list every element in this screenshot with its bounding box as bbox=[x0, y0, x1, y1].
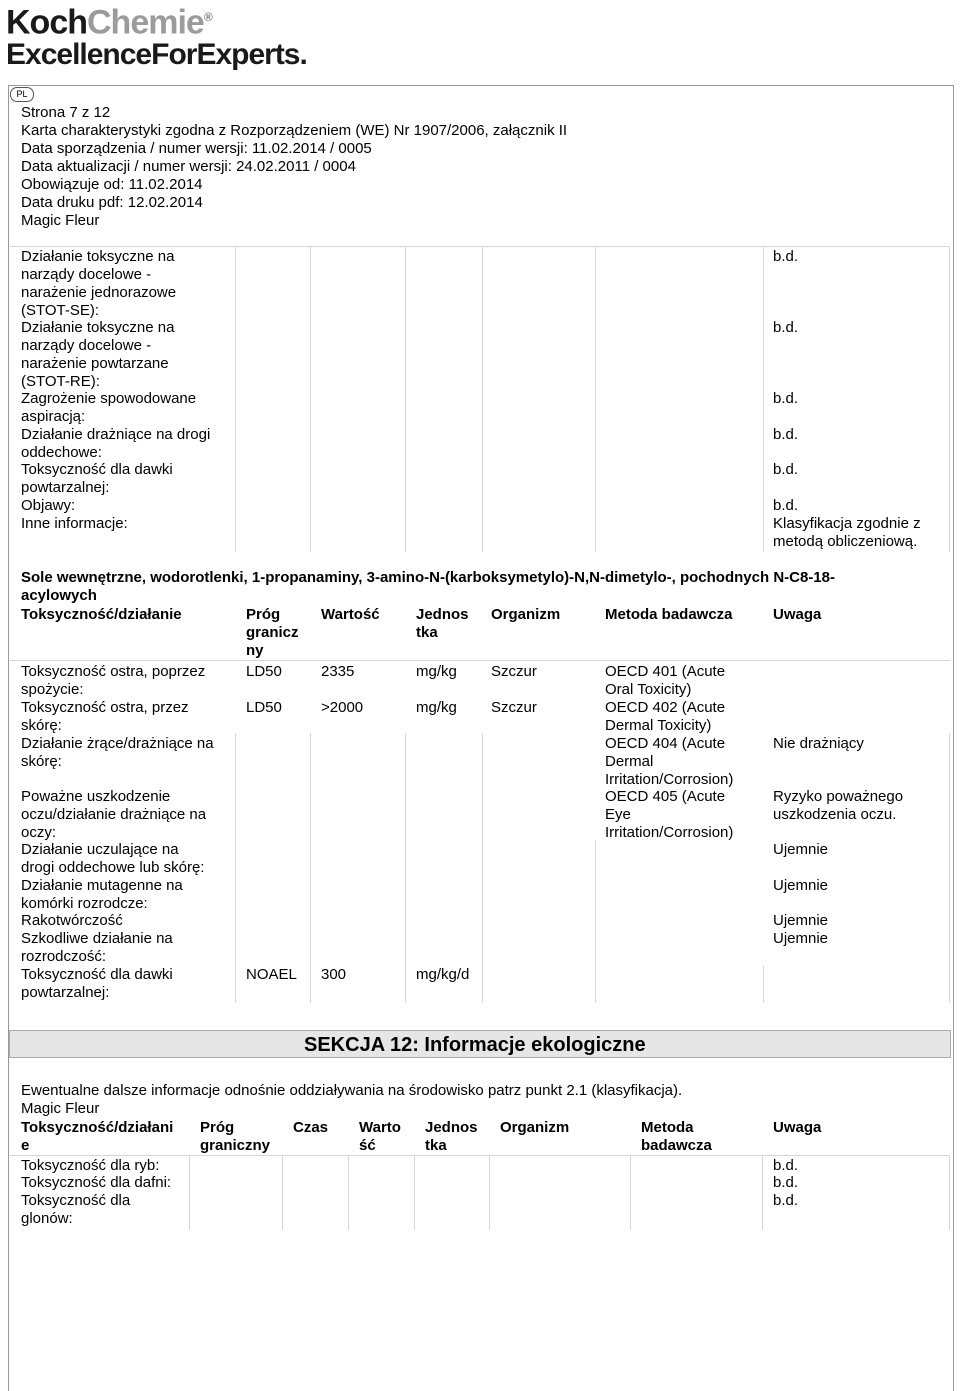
eco-col-header-unit: Jednos tka bbox=[425, 1119, 478, 1154]
col-header-note: Uwaga bbox=[773, 606, 822, 623]
created-date: Data sporządzenia / numer wersji: 11.02.2014 / 0005 bbox=[21, 140, 372, 157]
table2-row-note: Ryzyko poważnego uszkodzenia oczu. bbox=[773, 788, 904, 823]
table1-row-value: b.d. bbox=[773, 426, 799, 443]
table2-row-label: Szkodliwe działanie na rozrodczość: bbox=[21, 930, 173, 965]
table1-row-value: b.d. bbox=[773, 461, 799, 478]
table2-row-note: Ujemnie bbox=[773, 930, 829, 947]
eco-col-header-method: Metoda badawcza bbox=[641, 1119, 712, 1154]
table2-row-unit: mg/kg bbox=[416, 699, 457, 716]
table2-row-label: Działanie uczulające na drogi oddechowe lub skórę: bbox=[21, 841, 205, 876]
table1-row-value: b.d. bbox=[773, 248, 799, 265]
table1-row-label: Objawy: bbox=[21, 497, 76, 514]
table2-row-label: Toksyczność dla dawki powtarzalnej: bbox=[21, 966, 173, 1001]
valid-from: Obowiązuje od: 11.02.2014 bbox=[21, 176, 203, 193]
col-header-toxicity: Toksyczność/działanie bbox=[21, 606, 182, 623]
table2-row-label: Toksyczność ostra, przez skórę: bbox=[21, 699, 189, 734]
table1-row-label: Działanie drażniące na drogi oddechowe: bbox=[21, 426, 211, 461]
ecology-note: Ewentualne dalsze informacje odnośnie oddziaływania na środowisko patrz punkt 2.1 (klasyfikacja). bbox=[21, 1082, 683, 1099]
page-number: Strona 7 z 12 bbox=[21, 104, 111, 121]
table1-row-value: Klasyfikacja zgodnie z metodą obliczeniową. bbox=[773, 515, 921, 550]
eco-col-header-time: Czas bbox=[293, 1119, 329, 1136]
product-name: Magic Fleur bbox=[21, 212, 100, 229]
table2-row-note: Ujemnie bbox=[773, 841, 829, 858]
table2-row-note: Ujemnie bbox=[773, 877, 829, 894]
eco-row-note: b.d. bbox=[773, 1192, 799, 1209]
logo-registered-mark: ® bbox=[203, 10, 212, 24]
eco-row-label: Toksyczność dla dafni: bbox=[21, 1174, 172, 1191]
ecology-product-name: Magic Fleur bbox=[21, 1100, 100, 1117]
table2-row-method: OECD 404 (Acute Dermal Irritation/Corrosion) bbox=[605, 735, 734, 788]
table2-row-note: Nie drażniący bbox=[773, 735, 864, 752]
table2-row-note: Ujemnie bbox=[773, 912, 829, 929]
table2-row-label: Toksyczność ostra, poprzez spożycie: bbox=[21, 663, 206, 698]
table1-row-label: Toksyczność dla dawki powtarzalnej: bbox=[21, 461, 173, 496]
eco-row-label: Toksyczność dla glonów: bbox=[21, 1192, 131, 1227]
logo-brand-chemie: Chemie bbox=[87, 3, 204, 42]
table2-row-threshold: LD50 bbox=[246, 663, 282, 680]
col-header-unit: Jednos tka bbox=[416, 606, 469, 641]
table1-row-value: b.d. bbox=[773, 390, 799, 407]
table2-row-unit: mg/kg bbox=[416, 663, 457, 680]
col-header-organism: Organizm bbox=[491, 606, 561, 623]
eco-col-header-note: Uwaga bbox=[773, 1119, 822, 1136]
table2-row-threshold: LD50 bbox=[246, 699, 282, 716]
table2-row-organism: Szczur bbox=[491, 699, 537, 716]
col-header-method: Metoda badawcza bbox=[605, 606, 733, 623]
logo-tagline: ExcellenceForExperts. bbox=[6, 38, 307, 72]
eco-col-header-toxicity: Toksyczność/działani e bbox=[21, 1119, 174, 1154]
eco-col-header-organism: Organizm bbox=[500, 1119, 570, 1136]
regulation-line: Karta charakterystyki zgodna z Rozporządzeniem (WE) Nr 1907/2006, załącznik II bbox=[21, 122, 568, 139]
table2-row-threshold: NOAEL bbox=[246, 966, 297, 983]
company-logo bbox=[6, 0, 307, 71]
col-header-value: Wartość bbox=[321, 606, 380, 623]
print-date: Data druku pdf: 12.02.2014 bbox=[21, 194, 203, 211]
eco-col-header-threshold: Próg graniczny bbox=[200, 1119, 271, 1154]
language-badge: PL bbox=[10, 87, 34, 102]
table1-row-label: Działanie toksyczne na narządy docelowe - narażenie powtarzane (STOT-RE): bbox=[21, 319, 175, 390]
table1-row-label: Działanie toksyczne na narządy docelowe - narażenie jednorazowe (STOT-SE): bbox=[21, 248, 177, 319]
eco-col-header-value: Warto ść bbox=[359, 1119, 401, 1154]
table2-row-method: OECD 402 (Acute Dermal Toxicity) bbox=[605, 699, 726, 734]
table2-row-label: Rakotwórczość bbox=[21, 912, 123, 929]
substance-title: Sole wewnętrzne, wodorotlenki, 1-propanaminy, 3-amino-N-(karboksymetylo)-N,N-dimetylo-, pochodnych N-C8-18- acylowych bbox=[21, 569, 835, 604]
table2-row-value: 300 bbox=[321, 966, 347, 983]
table1-row-label: Zagrożenie spowodowane aspiracją: bbox=[21, 390, 197, 425]
table2-row-organism: Szczur bbox=[491, 663, 537, 680]
table2-row-method: OECD 405 (Acute Eye Irritation/Corrosion) bbox=[605, 788, 734, 841]
logo-brand-koch: Koch bbox=[6, 3, 87, 42]
section-12-header bbox=[9, 1030, 951, 1058]
eco-row-note: b.d. bbox=[773, 1157, 799, 1174]
col-header-threshold: Próg granicz ny bbox=[246, 606, 299, 659]
eco-row-label: Toksyczność dla ryb: bbox=[21, 1157, 160, 1174]
table2-row-label: Działanie żrące/drażniące na skórę: bbox=[21, 735, 214, 770]
table2-row-value: >2000 bbox=[321, 699, 364, 716]
table2-row-unit: mg/kg/d bbox=[416, 966, 470, 983]
table2-row-value: 2335 bbox=[321, 663, 355, 680]
updated-date: Data aktualizacji / numer wersji: 24.02.2011 / 0004 bbox=[21, 158, 356, 175]
eco-row-note: b.d. bbox=[773, 1174, 799, 1191]
table1-row-label: Inne informacje: bbox=[21, 515, 128, 532]
table1-row-value: b.d. bbox=[773, 319, 799, 336]
section-12-title: SEKCJA 12: Informacje ekologiczne bbox=[304, 1034, 646, 1056]
table2-row-method: OECD 401 (Acute Oral Toxicity) bbox=[605, 663, 726, 698]
table2-row-label: Poważne uszkodzenie oczu/działanie drażniące na oczy: bbox=[21, 788, 207, 841]
table1-row-value: b.d. bbox=[773, 497, 799, 514]
table2-row-label: Działanie mutagenne na komórki rozrodcze: bbox=[21, 877, 183, 912]
document-header bbox=[21, 104, 567, 230]
